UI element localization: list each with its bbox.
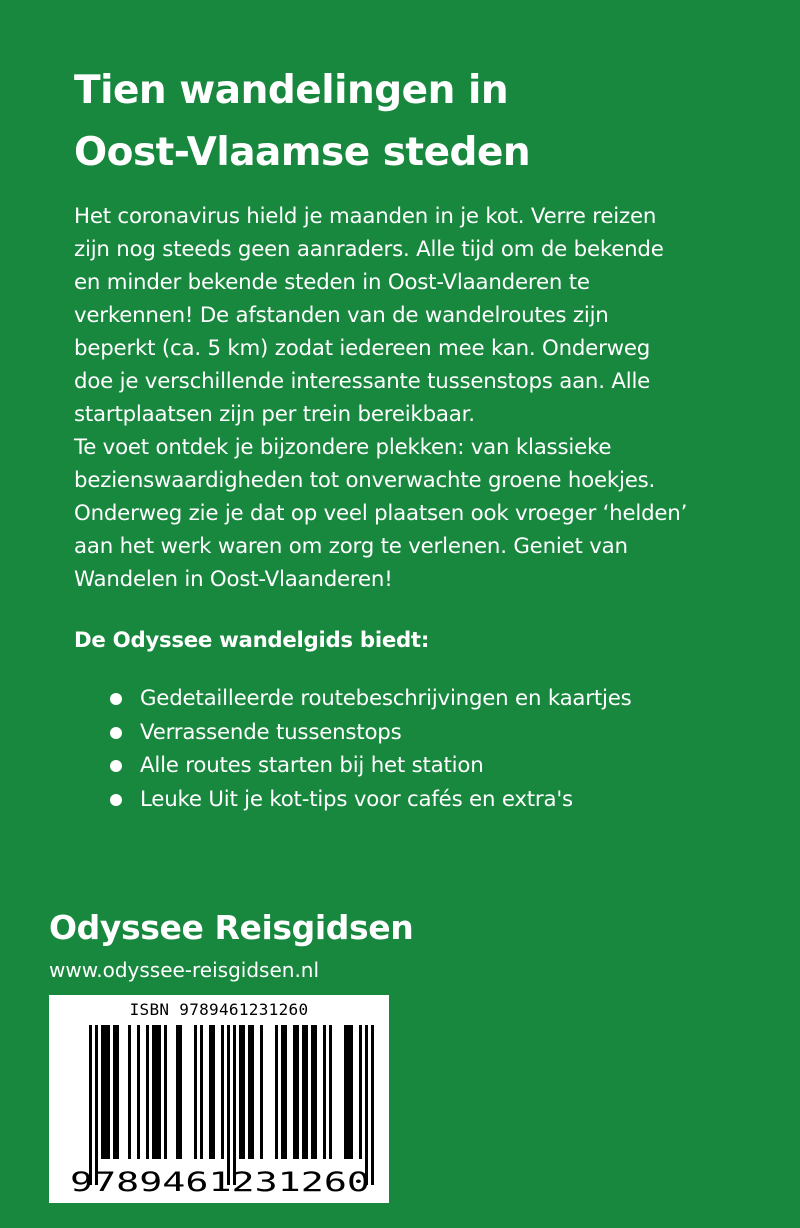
blurb-line: doe je verschillende interessante tussenstops aan. Alle [74, 369, 651, 394]
feature-item-label: Gedetailleerde routebeschrijvingen en kaartjes [140, 686, 632, 711]
barcode-digits [49, 995, 389, 1203]
blurb-line: aan het werk waren om zorg te verlenen. Geniet van [74, 534, 628, 559]
blurb-line: en minder bekende steden in Oost-Vlaanderen te [74, 270, 590, 295]
blurb-line: Het coronavirus hield je maanden in je kot. Verre reizen [74, 204, 657, 229]
feature-item [108, 716, 632, 750]
blurb-line: Te voet ontdek je bijzondere plekken: van klassieke [74, 435, 612, 460]
blurb-line: Wandelen in Oost-Vlaanderen! [74, 567, 393, 592]
feature-item [108, 749, 632, 783]
blurb-line: bezienswaardigheden tot onverwachte groene hoekjes. [74, 468, 656, 493]
publisher-name: Odyssee Reisgidsen [49, 908, 414, 947]
barcode-digits-text: 9789461231260 [70, 1167, 370, 1198]
bullet-dot-icon [110, 727, 122, 739]
blurb-line: verkennen! De afstanden van de wandelroutes zijn [74, 303, 609, 328]
features-list [108, 682, 632, 816]
feature-item [108, 783, 632, 817]
feature-item-label: Alle routes starten bij het station [140, 753, 484, 778]
publisher-website: www.odyssee-reisgidsen.nl [49, 958, 320, 982]
feature-item-label: Verrassende tussenstops [140, 719, 402, 745]
feature-item [108, 682, 632, 716]
features-heading: De Odyssee wandelgids biedt: [74, 628, 430, 653]
isbn-barcode [49, 995, 389, 1203]
title-line: Tien wandelingen in [74, 68, 509, 113]
title-line: Oost-Vlaamse steden [74, 130, 531, 175]
isbn-label: ISBN 9789461231260 [129, 1000, 309, 1019]
blurb-line: startplaatsen zijn per trein bereikbaar. [74, 402, 475, 427]
feature-item-label: Leuke Uit je kot-tips voor cafés en extra's [140, 786, 573, 812]
bullet-dot-icon [110, 693, 122, 705]
blurb-line: Onderweg zie je dat op veel plaatsen ook vroeger ‘helden’ [74, 501, 688, 526]
bullet-dot-icon [110, 794, 122, 806]
blurb-line: beperkt (ca. 5 km) zodat iedereen mee kan. Onderweg [74, 336, 651, 361]
blurb-text [74, 200, 764, 596]
bullet-dot-icon [110, 760, 122, 772]
book-title [74, 60, 754, 184]
blurb-line: zijn nog steeds geen aanraders. Alle tijd om de bekende [74, 237, 664, 262]
